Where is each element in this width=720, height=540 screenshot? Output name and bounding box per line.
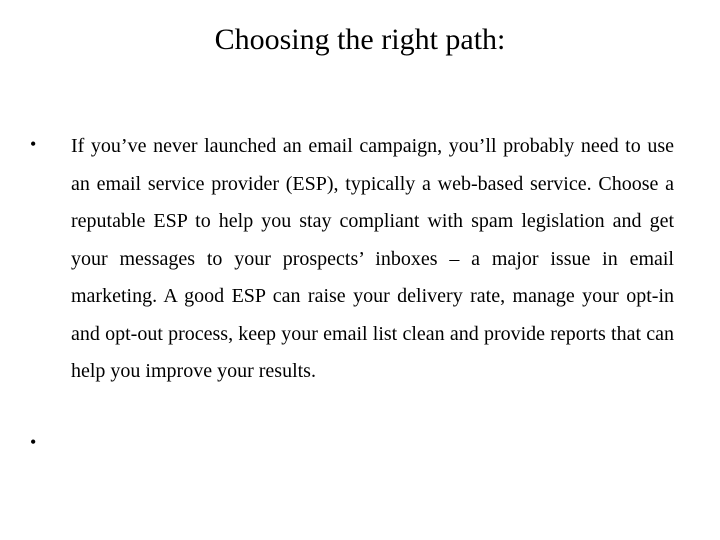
bullet-text: If you’ve never launched an email campaign, you’ll probably need to use an email service provider (ESP), typically a web-based service. Choose a reputable ESP to help you stay compliant with spam legislation and get your messages to your prospects’ inboxes – a major issue in email marketing. A good ESP can raise your delivery rate, manage your opt-in and opt-out process, keep your email list clean and provide reports that can help you improve your results. <box>71 135 674 382</box>
bullet-icon: • <box>30 432 37 452</box>
bullet-icon: • <box>30 134 37 154</box>
slide-title: Choosing the right path: <box>214 23 506 56</box>
